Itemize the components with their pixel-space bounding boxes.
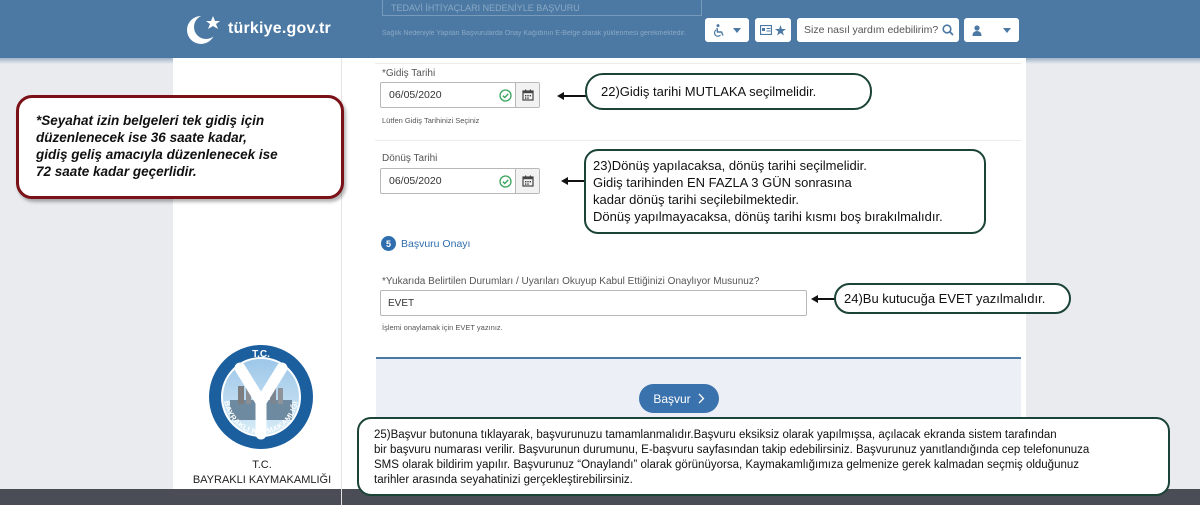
submit-button-label: Başvur xyxy=(653,391,691,406)
footer-line1: T.C. xyxy=(252,459,272,471)
confirm-hint: İşlemi onaylamak için EVET yazınız. xyxy=(382,323,503,332)
site-logo[interactable] xyxy=(182,11,331,47)
accessibility-button[interactable] xyxy=(705,18,749,42)
user-icon xyxy=(972,25,982,36)
emblem-ring-text: BAYRAKLI KAYMAKAMLIĞI xyxy=(222,400,300,437)
note-25-line: SMS olarak bildirim yapılır. Başvurunuz “Onaylandı” olarak görünüyorsa, Kaymakamlığımıza gelmenize gerek kalmadan seçmiş olduğunuz xyxy=(374,459,1080,471)
return-date-label: Dönüş Tarihi xyxy=(382,153,438,164)
arrow-note24 xyxy=(817,298,835,300)
user-menu-button[interactable] xyxy=(964,18,1019,42)
return-date-input[interactable] xyxy=(380,168,540,194)
chevron-down-icon xyxy=(733,28,741,33)
step-title: Başvuru Onayı xyxy=(401,237,471,250)
check-circle-icon xyxy=(499,89,512,102)
star-icon xyxy=(775,25,786,36)
confirm-input[interactable]: EVET xyxy=(380,290,807,316)
confirm-label: *Yukarıda Belirtilen Durumları / Uyarıları Okuyup Kabul Ettiğinizi Onaylıyor Musunuz? xyxy=(382,276,760,287)
validity-note xyxy=(16,95,344,199)
note-25-line: bir başvuru numarası verilir. Başvurunun durumunu, E-başvuru sayfasından takip edebilirsiniz. Başvurunuz yanıtlandığında cep telefonunuza xyxy=(374,444,1090,456)
search-icon[interactable] xyxy=(942,24,954,36)
validity-note-line: *Seyahat izin belgeleri tek gidiş için xyxy=(36,113,265,128)
emblem-top-text: T.C. xyxy=(252,349,270,360)
wheelchair-icon xyxy=(713,24,725,37)
note-23-line: 23)Dönüş yapılacaksa, dönüş tarihi seçilmelidir. xyxy=(593,158,867,173)
emblem-seal-icon xyxy=(208,344,314,450)
arrow-note22 xyxy=(563,95,586,97)
search-input[interactable] xyxy=(804,24,940,36)
arrow-head-note23 xyxy=(561,177,568,185)
arrow-head-note22 xyxy=(557,92,564,100)
crescent-star-logo xyxy=(182,11,224,47)
calendar-icon xyxy=(522,175,534,187)
check-circle-icon xyxy=(499,175,512,188)
note-23-line: Dönüş yapılmayacaksa, dönüş tarihi kısmı boş bırakılmalıdır. xyxy=(593,209,943,224)
submit-button[interactable] xyxy=(639,384,719,413)
search-box xyxy=(797,18,959,42)
validity-note-line: düzenlenecek ise 36 saate kadar, xyxy=(36,130,247,145)
departure-date-input[interactable] xyxy=(380,82,540,108)
kaymakamlik-emblem xyxy=(208,344,314,450)
note-23-line: kadar dönüş tarihi seçilebilmektedir. xyxy=(593,192,799,207)
arrow-head-note24 xyxy=(811,295,818,303)
step-number: 5 xyxy=(381,236,396,251)
note-25-line: tarihler arasında seyahatinizi gerçekleştirebilirsiniz. xyxy=(374,474,633,486)
departure-date-hint: Lütfen Gidiş Tarihinizi Seçiniz xyxy=(382,116,480,125)
departure-calendar-button[interactable] xyxy=(515,83,539,107)
logo-text: türkiye.gov.tr xyxy=(228,20,331,37)
departure-date-value: 06/05/2020 xyxy=(389,89,442,101)
return-calendar-button[interactable] xyxy=(515,169,539,193)
note-25 xyxy=(357,417,1170,496)
chevron-right-icon xyxy=(698,393,705,404)
arrow-note23 xyxy=(567,180,585,182)
note-24: 24)Bu kutucuğa EVET yazılmalıdır. xyxy=(834,283,1071,314)
departure-date-label: *Gidiş Tarihi xyxy=(382,68,436,79)
id-card-icon xyxy=(760,25,772,35)
step-confirmation-heading xyxy=(381,236,470,251)
return-date-value: 06/05/2020 xyxy=(389,175,442,187)
validity-note-line: gidiş geliş amacıyla düzenlenecek ise xyxy=(36,147,278,162)
note-23-line: Gidiş tarihinden EN FAZLA 3 GÜN sonrasına xyxy=(593,175,852,190)
chevron-down-icon xyxy=(1003,28,1011,33)
view-options-button[interactable] xyxy=(755,18,791,42)
separator xyxy=(375,63,1021,64)
calendar-icon xyxy=(522,89,534,101)
note-25-line: 25)Başvur butonuna tıklayarak, başvurunuzu tamamlanmalıdır.Başvuru eksiksiz olarak yapılmışsa, açılacak ekranda sistem tarafından xyxy=(374,429,1057,441)
faded-application-type: TEDAVİ İHTİYAÇLARI NEDENİYLE BAŞVURU xyxy=(382,0,702,16)
separator xyxy=(375,140,1021,141)
faded-application-note: Sağlık Nedeniyle Yapılan Başvurularda Onay Kağıdının E-Belge olarak yüklenmesi gerekmektedir. xyxy=(382,30,687,37)
footer-line2: BAYRAKLI KAYMAKAMLIĞI xyxy=(192,474,332,486)
validity-note-line: 72 saate kadar geçerlidir. xyxy=(36,164,197,179)
note-23 xyxy=(584,149,986,234)
note-22: 22)Gidiş tarihi MUTLAKA seçilmelidir. xyxy=(585,73,872,110)
kaymakamlik-name xyxy=(182,458,342,488)
